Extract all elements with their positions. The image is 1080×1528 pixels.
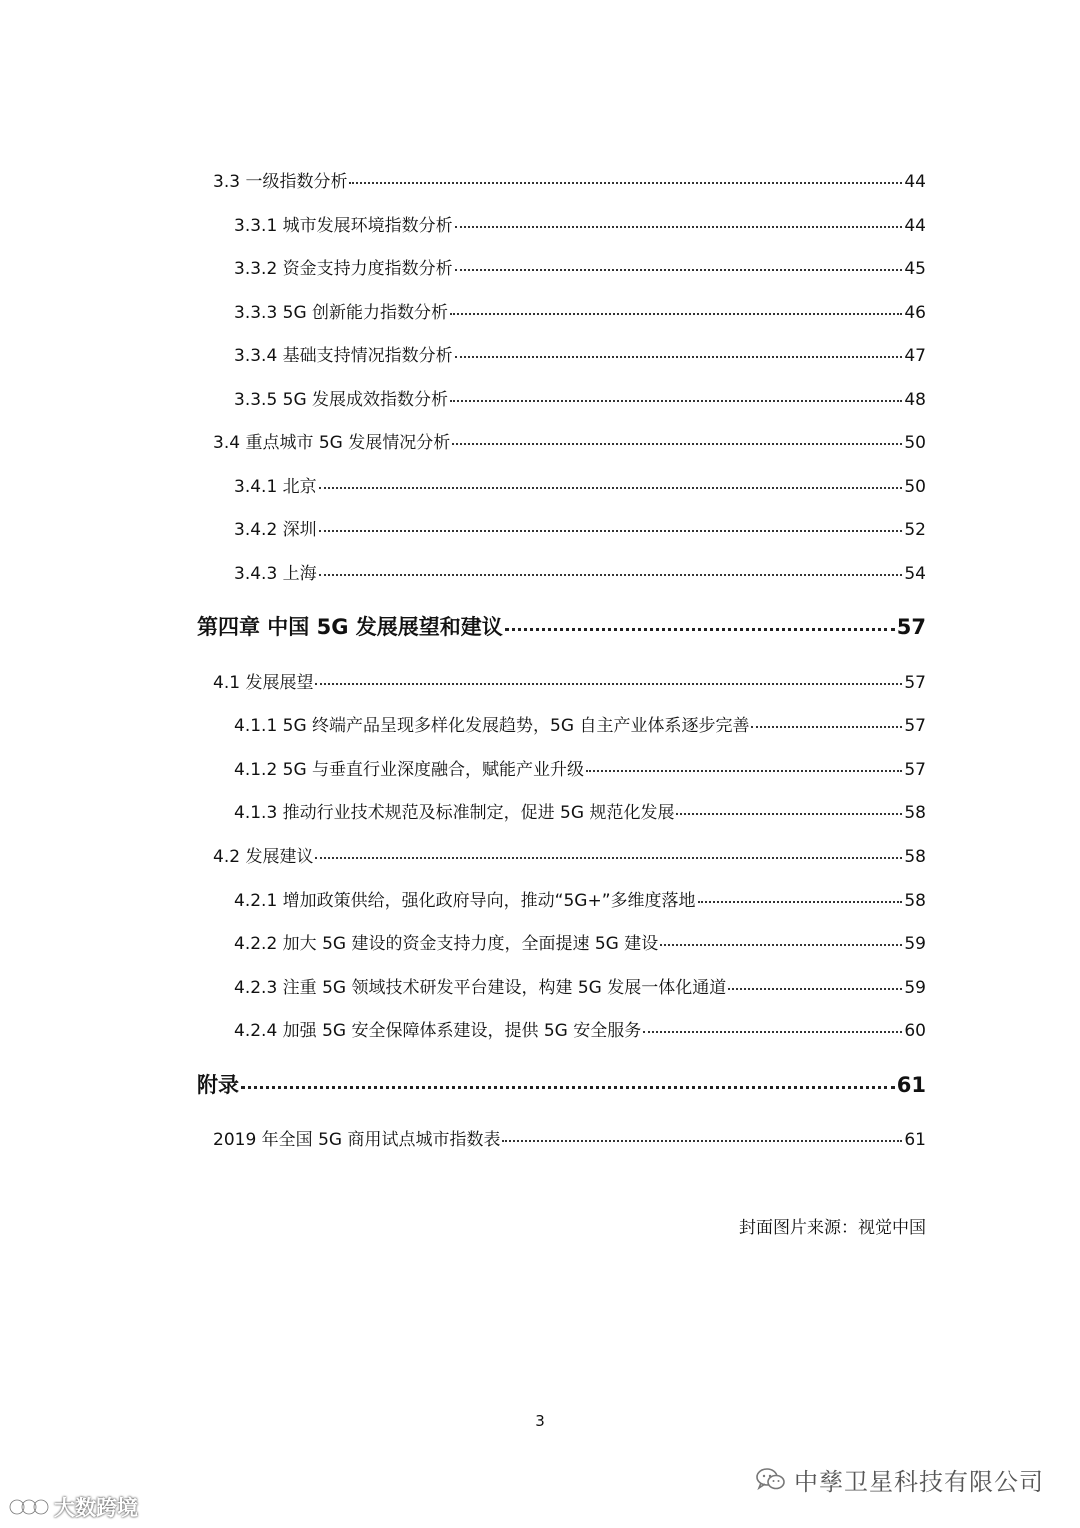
toc-dot-leader bbox=[698, 901, 903, 903]
toc-entry-label: 3.4.2 深圳 bbox=[234, 520, 317, 540]
toc-entry-page: 50 bbox=[904, 433, 926, 453]
toc-dot-leader bbox=[319, 530, 903, 532]
toc-entry[interactable] bbox=[234, 301, 926, 325]
toc-dot-leader bbox=[643, 1031, 902, 1033]
toc-entry-page: 50 bbox=[904, 477, 926, 497]
toc-entry-label: 3.4.1 北京 bbox=[234, 477, 317, 497]
toc-entry[interactable] bbox=[234, 257, 926, 281]
toc-entry[interactable] bbox=[234, 562, 926, 586]
toc-entry[interactable] bbox=[234, 889, 926, 913]
toc-entry-label: 4.1.2 5G 与垂直行业深度融合，赋能产业升级 bbox=[234, 760, 585, 780]
toc-entry-label: 3.3.4 基础支持情况指数分析 bbox=[234, 346, 453, 366]
toc-entry-page: 52 bbox=[904, 520, 926, 540]
wechat-icon bbox=[756, 1467, 786, 1493]
toc-entry-label: 3.4.3 上海 bbox=[234, 564, 317, 584]
toc-entry-label: 3.3.3 5G 创新能力指数分析 bbox=[234, 303, 449, 323]
toc-dot-leader bbox=[455, 226, 903, 228]
brand-name: 大数跨境 bbox=[54, 1496, 138, 1520]
toc-entry-label: 3.3 一级指数分析 bbox=[213, 172, 348, 192]
toc-entry-label: 4.1 发展展望 bbox=[213, 673, 314, 693]
toc-entry[interactable] bbox=[234, 976, 926, 1000]
cover-image-credit: 封面图片来源：视觉中国 bbox=[739, 1218, 926, 1238]
brand-logo-icon bbox=[8, 1495, 50, 1519]
toc-entry-page: 58 bbox=[904, 847, 926, 867]
toc-entry-label: 3.3.5 5G 发展成效指数分析 bbox=[234, 390, 449, 410]
toc-entry-page: 57 bbox=[904, 673, 926, 693]
toc-entry-page: 58 bbox=[904, 803, 926, 823]
toc-entry-page: 44 bbox=[904, 216, 926, 236]
toc-dot-leader bbox=[241, 1086, 895, 1089]
toc-entry-page: 46 bbox=[904, 303, 926, 323]
toc-entry-label: 4.2.3 注重 5G 领域技术研发平台建设，构建 5G 发展一体化通道 bbox=[234, 978, 727, 998]
toc-entry[interactable] bbox=[234, 388, 926, 412]
toc-entry[interactable] bbox=[213, 845, 926, 869]
toc-entry[interactable] bbox=[234, 518, 926, 542]
toc-entry[interactable] bbox=[234, 932, 926, 956]
toc-entry-page: 44 bbox=[904, 172, 926, 192]
toc-dot-leader bbox=[502, 1140, 902, 1142]
toc-entry-page: 57 bbox=[896, 615, 926, 639]
toc-entry[interactable] bbox=[213, 1128, 926, 1152]
toc-entry-page: 60 bbox=[904, 1021, 926, 1041]
toc-entry-page: 58 bbox=[904, 891, 926, 911]
toc-entry-page: 59 bbox=[904, 978, 926, 998]
toc-entry[interactable] bbox=[234, 801, 926, 825]
toc-entry-page: 57 bbox=[904, 716, 926, 736]
wechat-watermark bbox=[756, 1462, 1044, 1497]
toc-entry[interactable] bbox=[234, 344, 926, 368]
toc-dot-leader bbox=[450, 400, 902, 402]
toc-dot-leader bbox=[319, 574, 903, 576]
toc-dot-leader bbox=[455, 269, 903, 271]
toc-entry[interactable] bbox=[234, 714, 926, 738]
toc-dot-leader bbox=[319, 487, 903, 489]
toc-entry-label: 2019 年全国 5G 商用试点城市指数表 bbox=[213, 1130, 501, 1150]
toc-entry[interactable] bbox=[197, 612, 926, 642]
toc-dot-leader bbox=[452, 443, 902, 445]
toc-entry[interactable] bbox=[234, 758, 926, 782]
toc-entry[interactable] bbox=[234, 1019, 926, 1043]
toc-entry[interactable] bbox=[213, 671, 926, 695]
toc-entry-label: 4.1.1 5G 终端产品呈现多样化发展趋势，5G 自主产业体系逐步完善 bbox=[234, 716, 750, 736]
toc-dot-leader bbox=[349, 182, 902, 184]
toc-entry-page: 57 bbox=[904, 760, 926, 780]
brand-watermark bbox=[8, 1492, 138, 1522]
toc-dot-leader bbox=[586, 770, 902, 772]
toc-entry-page: 61 bbox=[896, 1073, 926, 1097]
page-number: 3 bbox=[535, 1412, 545, 1430]
toc-entry[interactable] bbox=[234, 475, 926, 499]
toc-entry-label: 4.2 发展建议 bbox=[213, 847, 314, 867]
toc-entry-page: 45 bbox=[904, 259, 926, 279]
toc-entry-label: 4.1.3 推动行业技术规范及标准制定，促进 5G 规范化发展 bbox=[234, 803, 675, 823]
toc-entry-label: 3.3.1 城市发展环境指数分析 bbox=[234, 216, 453, 236]
toc-entry-page: 61 bbox=[904, 1130, 926, 1150]
toc-entry-label: 4.2.2 加大 5G 建设的资金支持力度，全面提速 5G 建设 bbox=[234, 934, 659, 954]
toc-entry-label: 3.4 重点城市 5G 发展情况分析 bbox=[213, 433, 451, 453]
toc-dot-leader bbox=[450, 313, 902, 315]
toc-entry-page: 59 bbox=[904, 934, 926, 954]
toc-entry-label: 附录 bbox=[197, 1073, 239, 1097]
toc-dot-leader bbox=[676, 813, 902, 815]
toc-entry-label: 4.2.4 加强 5G 安全保障体系建设，提供 5G 安全服务 bbox=[234, 1021, 642, 1041]
toc-entry-page: 54 bbox=[904, 564, 926, 584]
toc-dot-leader bbox=[315, 857, 902, 859]
toc-entry[interactable] bbox=[234, 214, 926, 238]
toc-dot-leader bbox=[728, 988, 902, 990]
toc-dot-leader bbox=[315, 683, 902, 685]
toc-entry-page: 47 bbox=[904, 346, 926, 366]
toc-entry[interactable] bbox=[213, 431, 926, 455]
toc-entry[interactable] bbox=[213, 170, 926, 194]
toc-dot-leader bbox=[660, 944, 902, 946]
toc-entry-label: 3.3.2 资金支持力度指数分析 bbox=[234, 259, 453, 279]
toc-entry[interactable] bbox=[197, 1070, 926, 1100]
toc-dot-leader bbox=[455, 356, 903, 358]
toc-dot-leader bbox=[505, 628, 895, 631]
toc-dot-leader bbox=[751, 726, 902, 728]
wechat-account-name: 中孳卫星科技有限公司 bbox=[794, 1468, 1044, 1496]
toc-entry-label: 第四章 中国 5G 发展展望和建议 bbox=[197, 615, 503, 639]
toc-entry-label: 4.2.1 增加政策供给，强化政府导向，推动“5G+”多维度落地 bbox=[234, 891, 696, 911]
toc-entry-page: 48 bbox=[904, 390, 926, 410]
